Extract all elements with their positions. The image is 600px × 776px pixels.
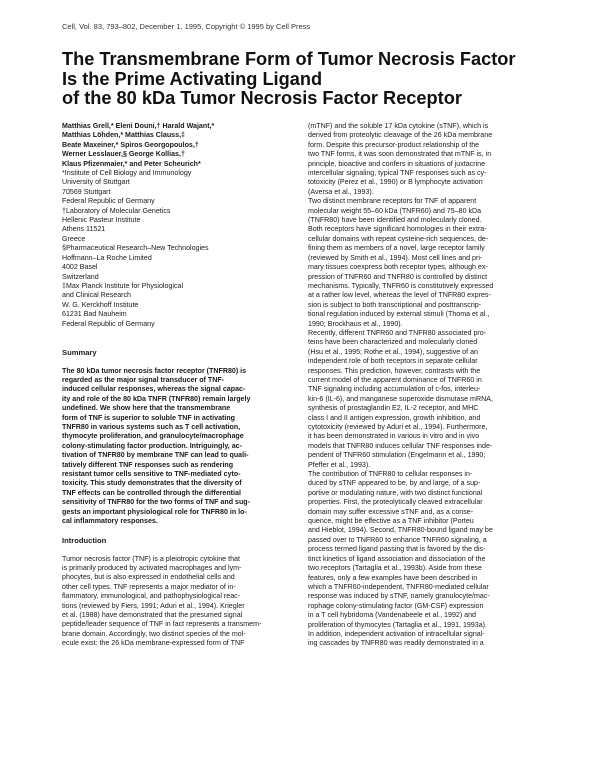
- introduction-heading: Introduction: [62, 535, 107, 545]
- summary-line: form of TNF is superior to soluble TNF in activating: [62, 413, 236, 422]
- summary-heading: Summary: [62, 347, 97, 357]
- body-line: which a TNFR60-independent, TNFR80-mediated cellular: [308, 582, 489, 591]
- affiliation-line: Federal Republic of Germany: [62, 197, 155, 206]
- summary-line: induced cellular responses, whereas the signal capac-: [62, 385, 246, 394]
- body-line: derived from proteolytic cleavage of the 26 kDa membrane: [308, 131, 493, 140]
- introduction-line: et al. (1988) have demonstrated that the presumed signal: [62, 611, 243, 620]
- affiliation-line: §Pharmaceutical Research–New Technologies: [62, 244, 209, 253]
- affiliation-line: W. G. Kerckhoff Institute: [62, 300, 139, 309]
- body-line: (reviewed by Smith et al., 1994). Most cell lines and pri-: [308, 253, 483, 262]
- affiliation-line: 61231 Bad Nauheim: [62, 310, 127, 319]
- introduction-text: [62, 555, 290, 649]
- body-line: duced by sTNF appeared to be, by and large, of a sup-: [308, 479, 481, 488]
- body-line: ing cascades by TNFR80 was readily demonstrated in a: [308, 639, 484, 648]
- affiliation-line: Greece: [62, 234, 86, 243]
- summary-line: undefined. We show here that the transmembrane: [62, 404, 231, 413]
- body-line: kin-6 (IL-6), and manganese superoxide dismutase mRNA,: [308, 394, 493, 403]
- affiliation-line: University of Stuttgart: [62, 178, 130, 187]
- summary-line: gests an important physiological role for TNFR80 in lo-: [62, 507, 247, 516]
- affiliation-line: 4002 Basel: [62, 263, 98, 272]
- introduction-line: tions (reviewed by Fiers, 1991; Aduri et al., 1994). Kriegler: [62, 601, 245, 610]
- affiliation-line: Switzerland: [62, 272, 99, 281]
- body-line: portive or modulating nature, with two distinct functional: [308, 488, 483, 497]
- body-line: (mTNF) and the soluble 17 kDa cytokine (sTNF), which is: [308, 122, 489, 130]
- author-line: Matthias Grell,* Eleni Douni,† Harald Wajant,*: [62, 122, 215, 130]
- body-line: pression of TNFR60 and TNFR80 is controlled by distinct: [308, 272, 488, 281]
- body-line: domain may suffer excessive sTNF and, as a conse-: [308, 507, 474, 516]
- affiliation-line: Hellenic Pasteur Institute: [62, 216, 141, 225]
- summary-line: regarded as the major signal transducer of TNF-: [62, 375, 225, 384]
- body-line: class I and II antigen expression, growth inhibition, and: [308, 413, 481, 422]
- body-line: in a T cell hybridoma (Vandenabeele et al., 1992) and: [308, 611, 476, 620]
- affiliation-line: Athens 11521: [62, 225, 106, 234]
- body-line: mechanisms. Typically, TNFR60 is constitutively expressed: [308, 281, 494, 290]
- title-line: of the 80 kDa Tumor Necrosis Factor Receptor: [62, 88, 462, 108]
- introduction-line: ecule exist: the 26 kDa membrane-expressed form of TNF: [62, 639, 245, 648]
- summary-line: TNF effects can be controlled through the differential: [62, 488, 241, 497]
- body-line: process termed ligand passing that is favored by the dis-: [308, 545, 486, 554]
- body-line: properties. First, the proteolytically cleaved extracellular: [308, 498, 483, 507]
- affiliation-list: [62, 169, 290, 329]
- affiliation-line: ‡Max Planck Institute for Physiological: [62, 281, 184, 290]
- body-line: and Hieblot, 1994). Second, TNFR80-bound ligand may be: [308, 526, 493, 535]
- affiliation-line: 70569 Stuttgart: [62, 187, 111, 196]
- affiliation-line: Federal Republic of Germany: [62, 319, 155, 328]
- body-line: principle, bioactive and confers in situations of juxtacrine: [308, 159, 486, 168]
- introduction-line: flammatory, immunological, and pathophysiological reac-: [62, 592, 241, 601]
- body-line: cytotoxicity (reviewed by Aduri et al., 1994). Furthermore,: [308, 423, 488, 431]
- author-list: [62, 122, 290, 169]
- body-line: two TNF forms, it was soon demonstrated that mTNF is, in: [308, 150, 492, 159]
- body-line: response was induced by sTNF, namely granulocyte/mac-: [308, 592, 490, 601]
- author-line: Werner Lesslauer,§ George Kollias,†: [62, 150, 185, 159]
- body-line: TNF signaling including accumulation of c-fos, interleu-: [308, 385, 481, 394]
- body-line: tinct kinetics of ligand association and dissociation of the: [308, 554, 486, 563]
- title-line: The Transmembrane Form of Tumor Necrosis Factor: [62, 49, 516, 69]
- body-line: models that TNFR80 induces cellular TNF responses inde-: [308, 441, 493, 450]
- body-text: [308, 122, 536, 649]
- summary-line: sensitivity of TNFR80 for the two forms of TNF and sug-: [62, 498, 250, 507]
- body-line: form. Despite this precursor-product relationship of the: [308, 140, 480, 149]
- body-line: current model of the apparent dominance of TNFR60 in: [308, 375, 482, 384]
- introduction-line: Tumor necrosis factor (TNF) is a pleiotropic cytokine that: [62, 554, 240, 563]
- body-line: two receptors (Tartaglia et al., 1993b). Aside from these: [308, 564, 482, 573]
- body-line: Pfeffer et al., 1993).: [308, 460, 371, 469]
- body-line: rophage colony-stimulating factor (GM-CSF) expression: [308, 601, 484, 610]
- body-line: 1990; Brockhaus et al., 1990).: [308, 319, 403, 328]
- summary-line: The 80 kDa tumor necrosis factor receptor (TNFR80) is: [62, 366, 247, 375]
- summary-line: TNFR80 in various systems such as T cell activation,: [62, 422, 241, 431]
- body-line: mary tissues coexpress both receptor types, although ex-: [308, 263, 488, 272]
- summary-line: cal inflammatory responses.: [62, 517, 158, 526]
- body-line: teins have been characterized and molecularly cloned: [308, 338, 478, 347]
- introduction-line: phocytes, but is also expressed in endothelial cells and: [62, 573, 235, 582]
- summary-line: toxicity. This study demonstrates that the diversity of: [62, 479, 242, 488]
- summary-line: colony-stimulating factor production. Intriguingly, ac-: [62, 441, 242, 450]
- body-line: quence, might be effective as a TNF inhibitor (Porteu: [308, 517, 474, 526]
- left-column: [62, 122, 290, 649]
- body-line: In addition, independent activation of intracellular signal-: [308, 629, 485, 638]
- summary-line: thymocyte proliferation, and granulocyte/macrophage: [62, 432, 244, 441]
- body-line: (Aversa et al., 1993).: [308, 187, 374, 196]
- body-line: features, only a few examples have been described in: [308, 573, 478, 582]
- summary-text: [62, 367, 290, 527]
- body-line: (Hsu et al., 1995; Rothe et al., 1994), suggestive of an: [308, 347, 478, 356]
- introduction-line: is primarily produced by activated macrophages and lym-: [62, 564, 242, 573]
- body-line: at a rather low level, whereas the level of TNFR80 expres-: [308, 291, 491, 300]
- body-line: Two distinct membrane receptors for TNF of apparent: [308, 197, 477, 206]
- body-line: cellular domains with repeat cysteine-rich sequences, de-: [308, 234, 489, 243]
- affiliation-line: *Institute of Cell Biology and Immunology: [62, 169, 192, 178]
- introduction-line: brane domain. Accordingly, two distinct species of the mol-: [62, 629, 246, 638]
- summary-line: ity and role of the 80 kDa TNFR (TNFR80) remain largely: [62, 394, 251, 403]
- title-line: Is the Prime Activating Ligand: [62, 68, 323, 89]
- body-line: intercellular signaling, typical TNF responses such as cy-: [308, 169, 487, 178]
- affiliation-line: Hoffmann–La Roche Limited: [62, 253, 152, 262]
- body-line: Both receptors have significant homologies in their extra-: [308, 225, 487, 234]
- right-column: [308, 122, 536, 649]
- body-line: it has been demonstrated in various in vitro and in vivo: [308, 432, 480, 441]
- body-line: proliferation of thymocytes (Tartaglia et al., 1991, 1993a).: [308, 620, 488, 629]
- summary-line: tatively different TNF responses such as rendering: [62, 460, 234, 469]
- summary-line: resistant tumor cells sensitive to TNF-mediated cyto-: [62, 469, 241, 478]
- body-line: (TNFR80) have been identified and molecularly cloned.: [308, 216, 482, 225]
- body-line: sion is subject to both transcriptional and posttranscrip-: [308, 300, 482, 309]
- introduction-line: other cell types. TNF represents a major mediator of in-: [62, 582, 236, 591]
- summary-line: tivation of TNFR80 by membrane TNF can lead to quali-: [62, 451, 249, 460]
- article-title: [62, 50, 562, 109]
- introduction-line: peptide/leader sequence of TNF in fact represents a transmem-: [62, 620, 262, 629]
- body-line: The contribution of TNFR80 to cellular responses in-: [308, 470, 473, 479]
- author-line: Matthias Löhden,* Matthias Clauss,‡: [62, 131, 185, 140]
- body-line: totoxicity (Perez et al., 1990) or B lymphocyte activation: [308, 178, 483, 187]
- body-line: independent role of both receptors in separate cellular: [308, 357, 478, 366]
- affiliation-line: †Laboratory of Molecular Genetics: [62, 206, 171, 215]
- body-line: tional regulation induced by external stimuli (Thoma et al.,: [308, 310, 490, 319]
- body-line: fining them as members of a novel, large receptor family: [308, 244, 485, 253]
- body-line: synthesis of prostaglandin E2, IL-2 receptor, and MHC: [308, 404, 479, 413]
- body-line: pendent of TNFR60 stimulation (Engelmann et al., 1990;: [308, 451, 486, 460]
- author-line: Beate Maxeiner,* Spiros Georgopoulos,†: [62, 140, 199, 149]
- body-line: passed over to TNFR60 to enhance TNFR60 signaling, a: [308, 535, 487, 544]
- body-line: responses. This prediction, however, contrasts with the: [308, 366, 481, 375]
- affiliation-line: and Clinical Research: [62, 291, 132, 300]
- author-line: Klaus Pfizenmaier,* and Peter Scheurich*: [62, 159, 201, 168]
- body-line: molecular weight 55–60 kDa (TNFR60) and 75–80 kDa: [308, 206, 482, 215]
- body-line: Recently, different TNFR60 and TNFR80 associated pro-: [308, 328, 487, 337]
- running-head: Cell, Vol. 83, 793–802, December 1, 1995, Copyright © 1995 by Cell Press: [62, 22, 311, 31]
